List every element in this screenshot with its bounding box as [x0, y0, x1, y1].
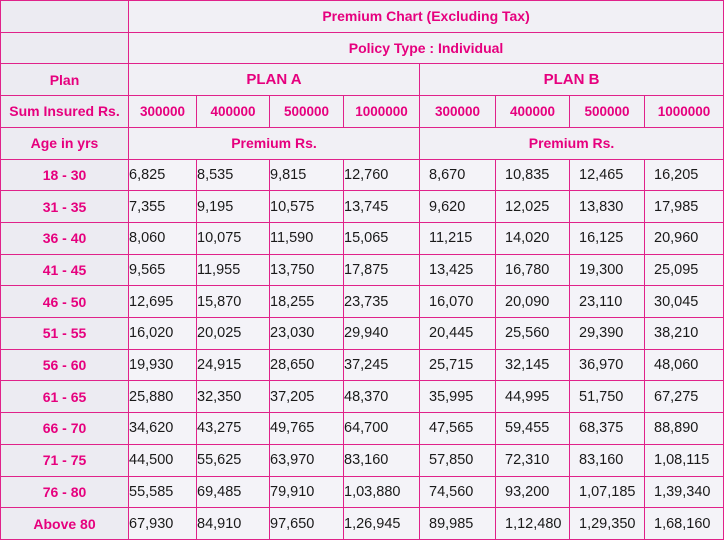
table-row	[1, 286, 724, 318]
age-band: 71 - 75	[1, 444, 129, 476]
premium-cell: 16,020	[129, 318, 197, 350]
sum-insured-cell: 500000	[270, 96, 344, 128]
premium-cell: 38,210	[645, 318, 724, 350]
premium-cell: 55,585	[129, 476, 197, 508]
premium-cell: 6,825	[129, 159, 197, 191]
table-row	[1, 508, 724, 540]
plan-a-header: PLAN A	[129, 64, 420, 96]
premium-cell: 23,110	[570, 286, 645, 318]
premium-cell: 29,940	[344, 318, 420, 350]
premium-cell: 97,650	[270, 508, 344, 540]
premium-cell: 93,200	[496, 476, 570, 508]
premium-cell: 8,535	[197, 159, 270, 191]
premium-cell: 8,060	[129, 222, 197, 254]
premium-cell: 24,915	[197, 349, 270, 381]
premium-cell: 68,375	[570, 413, 645, 445]
age-band: 51 - 55	[1, 318, 129, 350]
premium-cell: 89,985	[420, 508, 496, 540]
premium-cell: 69,485	[197, 476, 270, 508]
premium-cell: 9,815	[270, 159, 344, 191]
sum-insured-label: Sum Insured Rs.	[1, 96, 129, 128]
premium-cell: 20,445	[420, 318, 496, 350]
table-row	[1, 159, 724, 191]
premium-cell: 25,880	[129, 381, 197, 413]
premium-cell: 37,205	[270, 381, 344, 413]
table-row	[1, 222, 724, 254]
premium-cell: 19,930	[129, 349, 197, 381]
corner-cell	[1, 32, 129, 64]
premium-cell: 11,955	[197, 254, 270, 286]
premium-cell: 23,030	[270, 318, 344, 350]
table-row	[1, 349, 724, 381]
premium-cell: 32,350	[197, 381, 270, 413]
premium-cell: 47,565	[420, 413, 496, 445]
premium-cell: 1,03,880	[344, 476, 420, 508]
premium-cell: 1,12,480	[496, 508, 570, 540]
title-row	[1, 1, 724, 33]
chart-title: Premium Chart (Excluding Tax)	[129, 1, 724, 33]
premium-cell: 9,620	[420, 191, 496, 223]
policy-row	[1, 32, 724, 64]
premium-cell: 7,355	[129, 191, 197, 223]
premium-cell: 44,500	[129, 444, 197, 476]
premium-cell: 44,995	[496, 381, 570, 413]
premium-cell: 16,125	[570, 222, 645, 254]
age-band: 76 - 80	[1, 476, 129, 508]
premium-cell: 16,780	[496, 254, 570, 286]
premium-cell: 9,195	[197, 191, 270, 223]
premium-cell: 79,910	[270, 476, 344, 508]
premium-cell: 13,425	[420, 254, 496, 286]
sum-insured-cell: 1000000	[344, 96, 420, 128]
premium-cell: 13,750	[270, 254, 344, 286]
table-row	[1, 254, 724, 286]
premium-cell: 13,830	[570, 191, 645, 223]
sum-insured-cell: 300000	[420, 96, 496, 128]
premium-cell: 1,29,350	[570, 508, 645, 540]
premium-cell: 84,910	[197, 508, 270, 540]
premium-cell: 28,650	[270, 349, 344, 381]
premium-cell: 83,160	[570, 444, 645, 476]
age-band: 46 - 50	[1, 286, 129, 318]
premium-cell: 49,765	[270, 413, 344, 445]
premium-cell: 18,255	[270, 286, 344, 318]
premium-cell: 1,39,340	[645, 476, 724, 508]
premium-cell: 29,390	[570, 318, 645, 350]
premium-cell: 12,025	[496, 191, 570, 223]
premium-cell: 34,620	[129, 413, 197, 445]
age-band: 41 - 45	[1, 254, 129, 286]
age-band: 66 - 70	[1, 413, 129, 445]
premium-cell: 48,060	[645, 349, 724, 381]
premium-cell: 17,985	[645, 191, 724, 223]
premium-cell: 25,715	[420, 349, 496, 381]
premium-cell: 48,370	[344, 381, 420, 413]
plan-label: Plan	[1, 64, 129, 96]
age-band: 36 - 40	[1, 222, 129, 254]
premium-cell: 57,850	[420, 444, 496, 476]
table-row	[1, 381, 724, 413]
premium-cell: 11,215	[420, 222, 496, 254]
premium-cell: 20,960	[645, 222, 724, 254]
premium-cell: 35,995	[420, 381, 496, 413]
premium-cell: 20,025	[197, 318, 270, 350]
age-band: Above 80	[1, 508, 129, 540]
premium-cell: 32,145	[496, 349, 570, 381]
table-row	[1, 476, 724, 508]
sum-insured-cell: 400000	[197, 96, 270, 128]
premium-cell: 9,565	[129, 254, 197, 286]
premium-cell: 8,670	[420, 159, 496, 191]
premium-cell: 59,455	[496, 413, 570, 445]
premium-cell: 14,020	[496, 222, 570, 254]
premium-cell: 10,835	[496, 159, 570, 191]
premium-cell: 1,08,115	[645, 444, 724, 476]
sum-insured-cell: 400000	[496, 96, 570, 128]
policy-type: Policy Type : Individual	[129, 32, 724, 64]
sum-insured-row	[1, 96, 724, 128]
sum-insured-cell: 1000000	[645, 96, 724, 128]
premium-cell: 74,560	[420, 476, 496, 508]
premium-cell: 67,275	[645, 381, 724, 413]
premium-cell: 23,735	[344, 286, 420, 318]
premium-cell: 12,465	[570, 159, 645, 191]
premium-cell: 1,07,185	[570, 476, 645, 508]
sum-insured-cell: 500000	[570, 96, 645, 128]
premium-cell: 1,26,945	[344, 508, 420, 540]
premium-cell: 13,745	[344, 191, 420, 223]
premium-cell: 43,275	[197, 413, 270, 445]
premium-cell: 25,560	[496, 318, 570, 350]
table-row	[1, 191, 724, 223]
premium-cell: 88,890	[645, 413, 724, 445]
premium-cell: 19,300	[570, 254, 645, 286]
premium-cell: 67,930	[129, 508, 197, 540]
age-band: 61 - 65	[1, 381, 129, 413]
premium-cell: 36,970	[570, 349, 645, 381]
age-band: 56 - 60	[1, 349, 129, 381]
premium-cell: 11,590	[270, 222, 344, 254]
premium-cell: 20,090	[496, 286, 570, 318]
premium-cell: 30,045	[645, 286, 724, 318]
premium-cell: 16,070	[420, 286, 496, 318]
premium-cell: 72,310	[496, 444, 570, 476]
premium-label-plan-a: Premium Rs.	[129, 127, 420, 159]
premium-cell: 64,700	[344, 413, 420, 445]
premium-cell: 1,68,160	[645, 508, 724, 540]
age-band: 18 - 30	[1, 159, 129, 191]
premium-cell: 37,245	[344, 349, 420, 381]
plan-b-header: PLAN B	[420, 64, 724, 96]
table-row	[1, 413, 724, 445]
premium-cell: 10,575	[270, 191, 344, 223]
premium-cell: 12,760	[344, 159, 420, 191]
premium-cell: 83,160	[344, 444, 420, 476]
table-row	[1, 444, 724, 476]
age-band: 31 - 35	[1, 191, 129, 223]
premium-cell: 15,870	[197, 286, 270, 318]
table-row	[1, 318, 724, 350]
premium-cell: 25,095	[645, 254, 724, 286]
age-label: Age in yrs	[1, 127, 129, 159]
corner-cell	[1, 1, 129, 33]
premium-cell: 55,625	[197, 444, 270, 476]
premium-cell: 10,075	[197, 222, 270, 254]
premium-cell: 12,695	[129, 286, 197, 318]
premium-label-plan-b: Premium Rs.	[420, 127, 724, 159]
premium-cell: 15,065	[344, 222, 420, 254]
plan-row	[1, 64, 724, 96]
premium-cell: 51,750	[570, 381, 645, 413]
premium-cell: 63,970	[270, 444, 344, 476]
premium-cell: 17,875	[344, 254, 420, 286]
age-header-row	[1, 127, 724, 159]
sum-insured-cell: 300000	[129, 96, 197, 128]
premium-cell: 16,205	[645, 159, 724, 191]
